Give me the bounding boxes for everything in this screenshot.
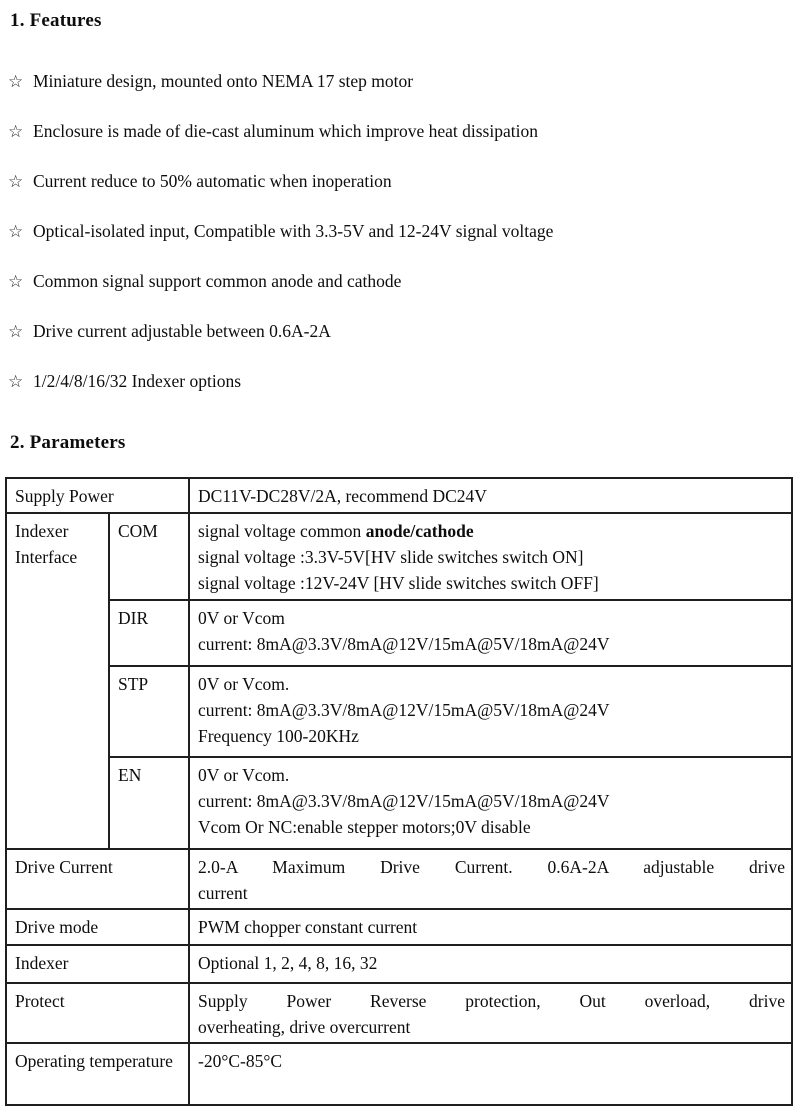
table-row-protect <box>6 983 792 1043</box>
feature-item <box>8 221 800 243</box>
value-line: signal voltage :12V-24V [HV slide switches switch OFF] <box>198 573 599 593</box>
star-bullet-icon: ☆ <box>8 322 24 342</box>
param-value <box>189 600 792 666</box>
table-row-supply-power <box>6 478 792 513</box>
value-line <box>198 518 785 544</box>
param-label: Protect <box>6 983 189 1043</box>
signal-key: DIR <box>109 600 189 666</box>
feature-text: Optical-isolated input, Compatible with 3.3-5V and 12-24V signal voltage <box>33 221 554 241</box>
table-row-drive-current <box>6 849 792 909</box>
value-line: current: 8mA@3.3V/8mA@12V/15mA@5V/18mA@24V <box>198 634 610 654</box>
value-line: current: 8mA@3.3V/8mA@12V/15mA@5V/18mA@24V <box>198 791 610 811</box>
value-line: Frequency 100-20KHz <box>198 726 359 746</box>
param-value: -20°C-85°C <box>189 1043 792 1105</box>
value-line: current <box>198 883 248 903</box>
value-line-text: signal voltage common <box>198 521 366 541</box>
features-list <box>8 71 800 393</box>
table-row-en <box>6 757 792 849</box>
value-line: Supply Power Reverse protection, Out overload, drive <box>198 991 785 1011</box>
feature-item <box>8 321 800 343</box>
value-line: Vcom Or NC:enable stepper motors;0V disable <box>198 817 531 837</box>
feature-item <box>8 271 800 293</box>
value-line: 2.0-A Maximum Drive Current. 0.6A-2A adjustable drive <box>198 857 785 877</box>
star-bullet-icon: ☆ <box>8 272 24 292</box>
parameters-table <box>5 477 793 1106</box>
table-row-stp <box>6 666 792 757</box>
feature-text: 1/2/4/8/16/32 Indexer options <box>33 371 242 391</box>
param-value <box>189 849 792 909</box>
table-row-dir <box>6 600 792 666</box>
star-bullet-icon: ☆ <box>8 222 24 242</box>
feature-item <box>8 121 800 143</box>
param-label: Indexer <box>6 945 189 983</box>
parameters-heading: 2. Parameters <box>10 432 126 453</box>
table-row-indexer <box>6 945 792 983</box>
signal-key: EN <box>109 757 189 849</box>
value-line: current: 8mA@3.3V/8mA@12V/15mA@5V/18mA@24V <box>198 700 610 720</box>
value-line: 0V or Vcom. <box>198 674 290 694</box>
table-row-drive-mode <box>6 909 792 945</box>
param-value: PWM chopper constant current <box>189 909 792 945</box>
features-heading: 1. Features <box>10 10 102 31</box>
value-line: 0V or Vcom. <box>198 765 290 785</box>
signal-key: STP <box>109 666 189 757</box>
param-value <box>189 757 792 849</box>
table-row-com <box>6 513 792 600</box>
value-line: 0V or Vcom <box>198 608 285 628</box>
signal-key: COM <box>109 513 189 600</box>
param-value: DC11V-DC28V/2A, recommend DC24V <box>189 478 792 513</box>
param-label: Drive Current <box>6 849 189 909</box>
value-line: signal voltage :3.3V-5V[HV slide switches switch ON] <box>198 547 584 567</box>
param-value <box>189 666 792 757</box>
param-value: Optional 1, 2, 4, 8, 16, 32 <box>189 945 792 983</box>
feature-text: Miniature design, mounted onto NEMA 17 step motor <box>33 71 414 91</box>
value-line: overheating, drive overcurrent <box>198 1017 411 1037</box>
feature-item <box>8 371 800 393</box>
param-value <box>189 513 792 600</box>
table-row-operating-temperature <box>6 1043 792 1105</box>
star-bullet-icon: ☆ <box>8 122 24 142</box>
param-label: Supply Power <box>6 478 189 513</box>
param-value <box>189 983 792 1043</box>
feature-text: Current reduce to 50% automatic when inoperation <box>33 171 392 191</box>
star-bullet-icon: ☆ <box>8 72 24 92</box>
value-line-bold-text: anode/cathode <box>365 521 474 541</box>
param-label: Operating temperature <box>6 1043 189 1105</box>
feature-text: Enclosure is made of die-cast aluminum which improve heat dissipation <box>33 121 538 141</box>
star-bullet-icon: ☆ <box>8 172 24 192</box>
star-bullet-icon: ☆ <box>8 372 24 392</box>
feature-item <box>8 71 800 93</box>
feature-text: Drive current adjustable between 0.6A-2A <box>33 321 331 341</box>
param-group-label: Indexer Interface <box>6 513 109 849</box>
feature-text: Common signal support common anode and cathode <box>33 271 402 291</box>
feature-item <box>8 171 800 193</box>
param-label: Drive mode <box>6 909 189 945</box>
